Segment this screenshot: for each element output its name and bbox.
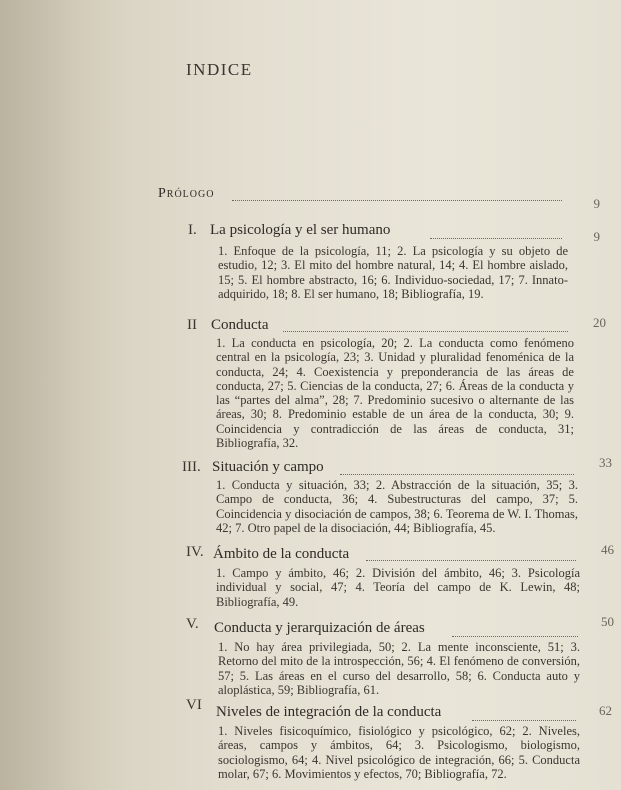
chapter-6-number: VI	[186, 697, 202, 713]
prologo-title: Prólogo	[158, 186, 215, 201]
chapter-4-contents: 1. Campo y ámbito, 46; 2. División del ámbito, 46; 3. Psicología individual y social, 47; 4. Teoría del campo de K. Lewin, 48; Bibliografía, 49.	[216, 566, 580, 609]
chapter-1-number: I.	[188, 222, 197, 238]
chapter-6-leader	[472, 720, 576, 721]
prologo-leader	[232, 200, 562, 201]
chapter-6-title: Niveles de integración de la conducta	[216, 704, 442, 720]
index-title: INDICE	[186, 60, 253, 79]
chapter-3-leader	[340, 474, 574, 475]
chapter-1-contents: 1. Enfoque de la psicología, 11; 2. La psicología y su objeto de estudio, 12; 3. El mito del hombre natural, 14; 4. El hombre aislado, 15; 5. El hombre abstracto, 16; 6. Individuo-sociedad, 17; 7. Innato-adquirido, 18; 8. El ser humano, 18; Bibliografía, 19.	[218, 244, 568, 301]
chapter-3-number: III.	[182, 459, 201, 475]
chapter-2-contents: 1. La conducta en psicología, 20; 2. La conducta como fenómeno central en la psicología, 23; 3. Unidad y pluralidad fenoménica de la conducta, 24; 4. Coexistencia y preponderancia de las áreas de conducta, 27; 5. Ciencias de la conducta, 27; 6. Áreas de la conducta y las “partes del alma”, 28; 7. Predominio sucesivo o alternante de las áreas, 30; 8. Predominio estable de un área de la conducta, 30; 9. Coincidencia y contradicción de las áreas de conducta, 31; Bibliografía, 32.	[216, 336, 574, 451]
chapter-4-number: IV.	[186, 544, 204, 560]
chapter-5-contents: 1. No hay área privilegiada, 50; 2. La mente inconsciente, 51; 3. Retorno del mito de la introspección, 56; 4. El fenómeno de conversión, 57; 5. Las áreas en el curso del desarrollo, 58; 6. Conducta auto y aloplástica, 59; Bibliografía, 61.	[218, 640, 580, 697]
chapter-2-number: II	[187, 317, 197, 333]
chapter-4-leader	[366, 560, 576, 561]
chapter-1-leader	[430, 238, 562, 239]
chapter-4-title: Ámbito de la conducta	[213, 546, 350, 562]
chapter-1-page: 9	[593, 229, 600, 244]
chapter-5-page: 50	[601, 614, 614, 629]
chapter-5-number: V.	[186, 616, 199, 632]
chapter-6-page: 62	[599, 703, 612, 718]
chapter-2-title: Conducta	[211, 317, 269, 333]
chapter-3-page: 33	[599, 455, 612, 470]
chapter-1-title: La psicología y el ser humano	[210, 222, 391, 238]
chapter-5-title: Conducta y jerarquización de áreas	[214, 620, 425, 636]
chapter-2-page: 20	[593, 315, 606, 330]
chapter-3-contents: 1. Conducta y situación, 33; 2. Abstracción de la situación, 35; 3. Campo de conducta, 36; 4. Subestructuras del campo, 37; 5. Coincidencia y disociación de campos, 38; 6. Teorema de W. I. Thomas, 42; 7. Otro papel de la disociación, 44; Bibliografía, 45.	[216, 478, 578, 535]
chapter-2-leader	[283, 331, 568, 332]
chapter-3-title: Situación y campo	[212, 459, 324, 475]
chapter-5-leader	[452, 636, 578, 637]
chapter-6-contents: 1. Niveles fisicoquímico, fisiológico y psicológico, 62; 2. Niveles, áreas, campos y ámbitos, 64; 3. Psicologismo, biologismo, sociologismo, 64; 4. Nivel psicológico de integración, 66; 5. Conducta molar, 67; 6. Movimientos y efectos, 70; Bibliografía, 72.	[218, 724, 580, 781]
page-gutter-shadow	[0, 0, 130, 790]
prologo-page: 9	[593, 196, 600, 211]
chapter-4-page: 46	[601, 542, 614, 557]
